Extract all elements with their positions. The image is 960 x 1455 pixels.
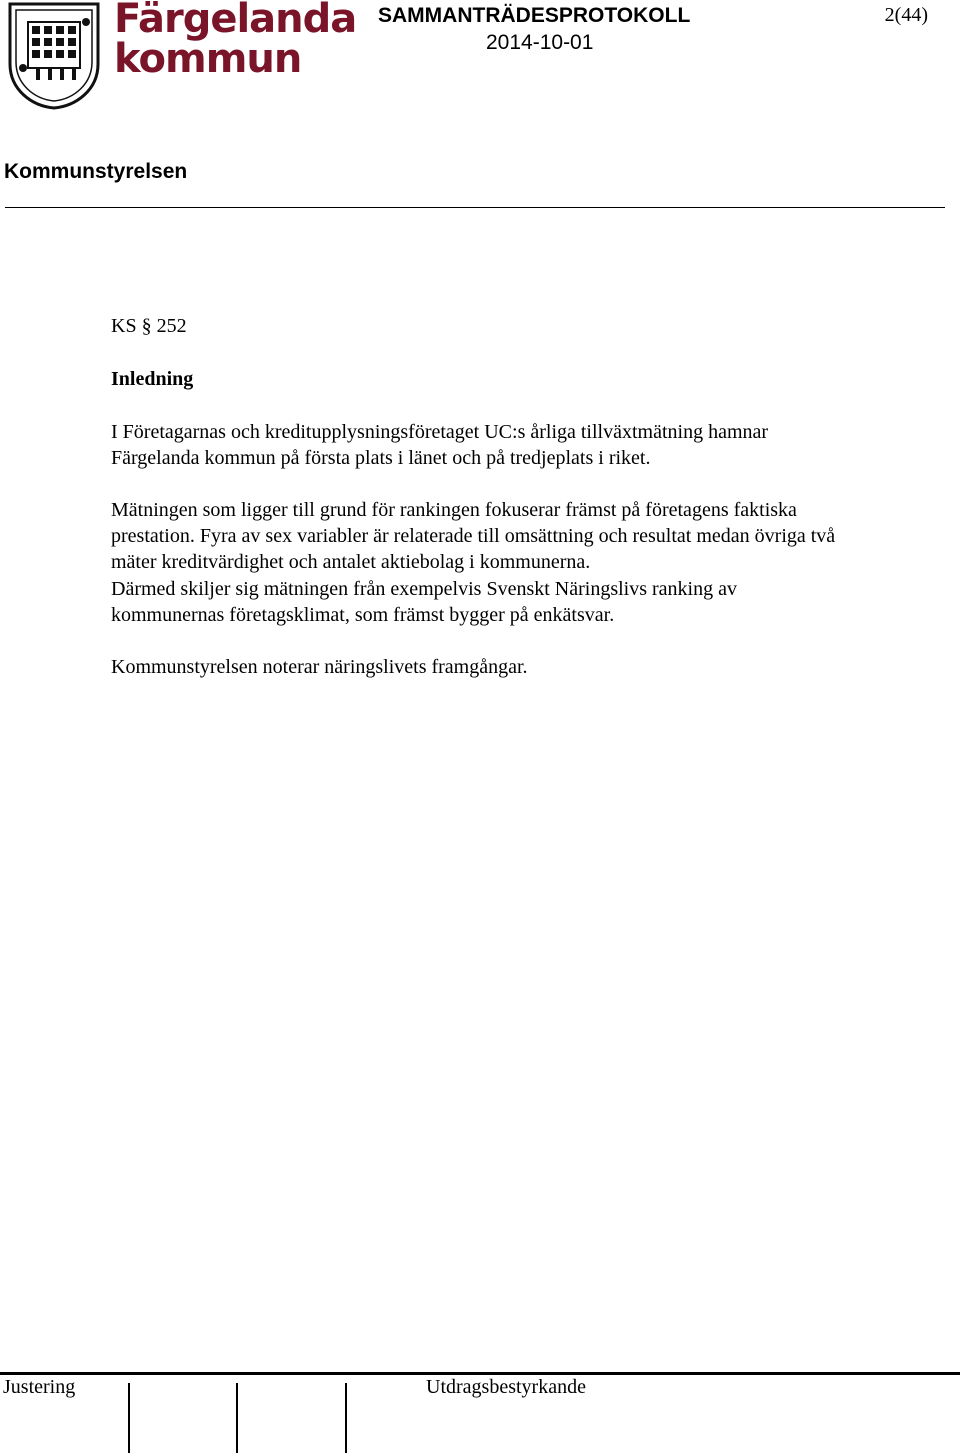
logo-wordmark-line1: Färgelanda [114, 0, 357, 42]
section-heading: Inledning [111, 368, 194, 390]
page-number: 2(44) [884, 4, 928, 26]
document-title: SAMMANTRÄDESPROTOKOLL [378, 4, 691, 27]
paragraph-line: Färgelanda kommun på första plats i länet och på tredjeplats i riket. [111, 447, 651, 470]
paragraph-line: Mätningen som ligger till grund för rankingen fokuserar främst på företagens faktiska [111, 499, 797, 521]
logo-wordmark-line2: kommun [114, 36, 302, 82]
signature-field-divider [345, 1383, 347, 1453]
paragraph-line: prestation. Fyra av sex variabler är relaterade till omsättning och resultat medan övriga två [111, 525, 836, 548]
header-divider [5, 207, 945, 208]
justering-label: Justering [3, 1376, 76, 1398]
paragraph-3: Kommunstyrelsen noterar näringslivets framgångar. [111, 656, 528, 678]
paragraph-reference: KS § 252 [111, 315, 187, 337]
paragraph-line: I Företagarnas och kreditupplysningsföretaget UC:s årliga tillväxtmätning hamnar [111, 421, 769, 443]
paragraph-line: Därmed skiljer sig mätningen från exempelvis Svenskt Näringslivs ranking av [111, 577, 737, 600]
paragraph-line: mäter kreditvärdighet och antalet aktiebolag i kommunerna. [111, 551, 591, 574]
footer-divider [0, 1372, 960, 1375]
signature-field-divider [236, 1383, 238, 1453]
paragraph-1 [111, 419, 768, 471]
meeting-date: 2014-10-01 [486, 31, 594, 54]
utdragsbestyrkande-label: Utdragsbestyrkande [426, 1376, 586, 1398]
signature-field-divider [128, 1383, 130, 1453]
municipality-logo [6, 0, 357, 110]
paragraph-line: kommunernas företagsklimat, som främst bygger på enkätsvar. [111, 603, 615, 626]
paragraph-2 [111, 497, 835, 628]
committee-name: Kommunstyrelsen [4, 160, 188, 183]
coat-of-arms-icon [6, 2, 102, 110]
